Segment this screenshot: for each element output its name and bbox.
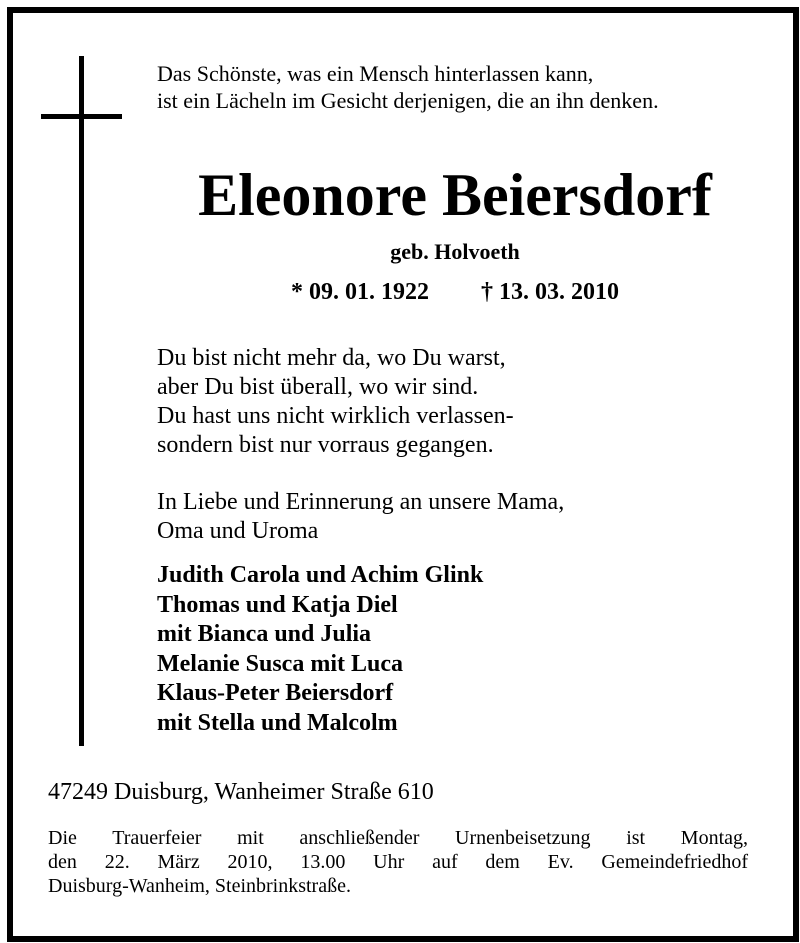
death-cross-icon: † — [481, 279, 493, 305]
motto-quote — [157, 60, 659, 114]
mourner: Judith Carola und Achim Glink — [157, 562, 484, 588]
poem — [157, 344, 514, 460]
poem-line: sondern bist nur vorraus gegangen. — [157, 432, 494, 458]
family-address: 47249 Duisburg, Wanheimer Straße 610 — [48, 779, 434, 805]
dedication — [157, 488, 564, 546]
mourner: Klaus-Peter Beiersdorf — [157, 680, 394, 707]
cross-icon-bar — [41, 114, 122, 119]
mourner: Melanie Susca mit Luca — [157, 650, 403, 677]
deceased-name: Eleonore Beiersdorf — [198, 162, 712, 228]
motto-line: Das Schönste, was ein Mensch hinterlassen kann, — [157, 61, 594, 86]
born-symbol-icon: * — [291, 279, 303, 305]
motto-line: ist ein Lächeln im Gesicht derjenigen, die an ihn denken. — [157, 88, 659, 113]
birth-date: 09. 01. 1922 — [309, 279, 429, 305]
mourner: Thomas und Katja Diel — [157, 591, 398, 618]
service-line: den 22. März 2010, 13.00 Uhr auf dem Ev. Gemeindefriedhof — [48, 851, 748, 873]
mourner: mit Stella und Malcolm — [157, 709, 398, 736]
poem-line: aber Du bist überall, wo wir sind. — [157, 374, 479, 400]
maiden-name: geb. Holvoeth — [390, 239, 520, 264]
dedication-line: In Liebe und Erinnerung an unsere Mama, — [157, 489, 565, 515]
dedication-line: Oma und Uroma — [157, 518, 319, 544]
life-dates — [120, 277, 790, 307]
mourners-list — [157, 561, 483, 739]
death-date: 13. 03. 2010 — [499, 279, 619, 305]
service-line: Die Trauerfeier mit anschließender Urnenbeisetzung ist Montag, — [48, 827, 748, 849]
service-line: Duisburg-Wanheim, Steinbrinkstraße. — [48, 875, 351, 897]
funeral-service-info — [48, 826, 748, 898]
poem-line: Du bist nicht mehr da, wo Du warst, — [157, 345, 506, 371]
poem-line: Du hast uns nicht wirklich verlassen- — [157, 403, 514, 429]
mourner: mit Bianca und Julia — [157, 621, 372, 648]
cross-icon — [79, 56, 84, 746]
